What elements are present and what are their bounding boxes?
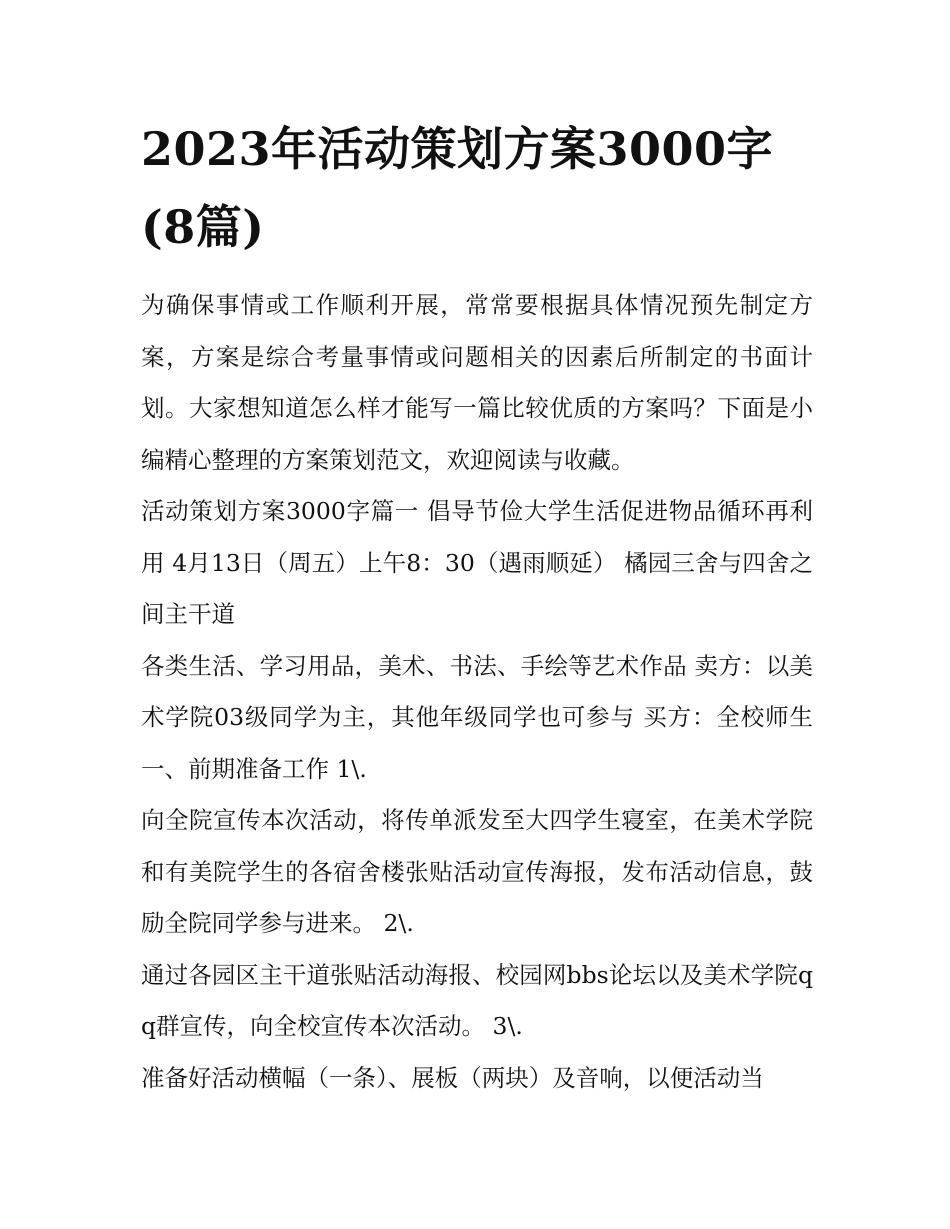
intro-paragraph: 为确保事情或工作顺利开展，常常要根据具体情况预先制定方案，方案是综合考量事情或问题相关的因素后所制定的书面计划。大家想知道怎么样才能写一篇比较优质的方案吗？下面是小编精心整理的方案策划范文，欢迎阅读与收藏。 (141, 291, 813, 474)
body-paragraph: 各类生活、学习用品，美术、书法、手绘等艺术作品 卖方：以美术学院03级同学为主，其他年级同学也可参与 买方：全校师生 一、前期准备工作 1\. (141, 651, 813, 783)
document-page (141, 110, 813, 1104)
document-title: 2023年活动策划方案3000字(8篇) (141, 122, 774, 254)
body-paragraph: 向全院宣传本次活动，将传单派发至大四学生寝室，在美术学院和有美院学生的各宿舍楼张贴活动宣传海报，发布活动信息，鼓励全院同学参与进来。 2\. (141, 806, 813, 937)
body-paragraph: 活动策划方案3000字篇一 倡导节俭大学生活促进物品循环再利用 4月13日（周五）上午8：30（遇雨顺延） 橘园三舍与四舍之间主干道 (141, 497, 813, 628)
body-paragraph: 准备好活动横幅（一条）、展板（两块）及音响，以便活动当 (141, 1063, 764, 1092)
body-paragraph: 通过各园区主干道张贴活动海报、校园网bbs论坛以及美术学院qq群宣传，向全校宣传本次活动。 3\. (141, 960, 813, 1040)
